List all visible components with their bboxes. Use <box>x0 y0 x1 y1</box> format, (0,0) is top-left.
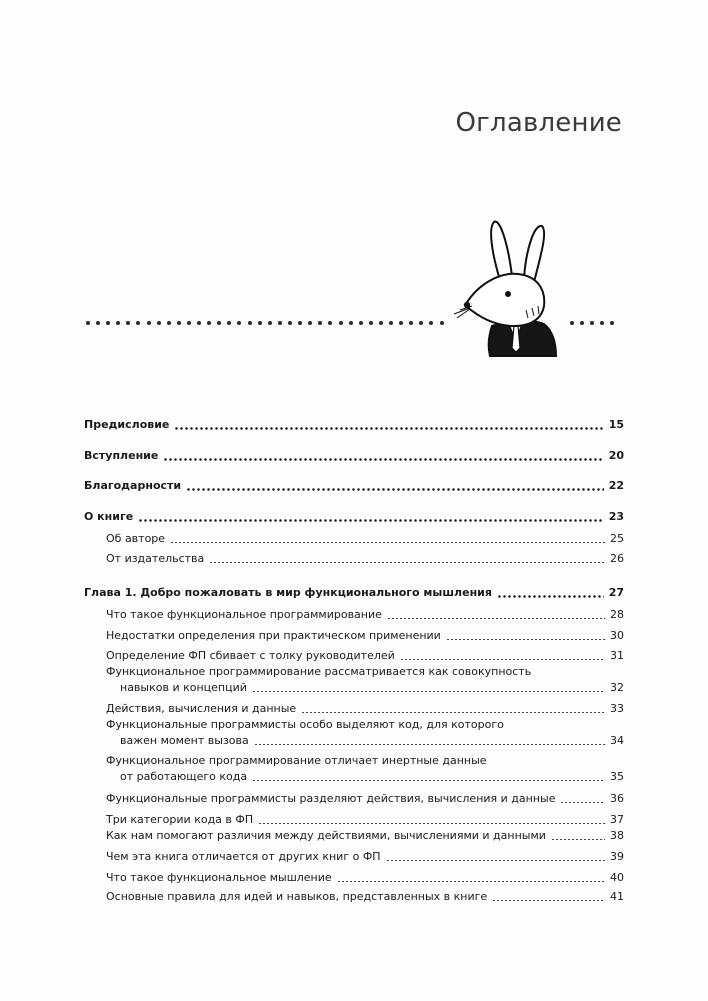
toc-entry[interactable] <box>106 531 624 547</box>
toc-entry[interactable] <box>106 812 624 828</box>
toc-entry[interactable] <box>84 448 624 464</box>
page-number: 39 <box>610 850 624 863</box>
dot-leader <box>258 823 605 824</box>
page-number: 41 <box>610 890 624 903</box>
toc-entry-title: Глава 1. Добро пожаловать в мир функционального мышления <box>84 586 492 599</box>
page-number: 38 <box>610 829 624 842</box>
toc-entry-title: Определение ФП сбивает с толку руководителей <box>106 649 395 662</box>
toc-entry-title: навыков и концепций <box>120 681 247 694</box>
toc-entry-title: Недостатки определения при практическом применении <box>106 629 441 642</box>
toc-entry-title: важен момент вызова <box>120 734 249 747</box>
dot-leader <box>492 900 605 901</box>
page-number: 20 <box>608 449 624 462</box>
toc-entry[interactable] <box>106 849 624 865</box>
dot-leader <box>560 802 605 803</box>
page-number: 31 <box>610 649 624 662</box>
page-number: 28 <box>610 608 624 621</box>
dot-leader <box>252 780 605 781</box>
dot-leader <box>497 595 604 598</box>
toc-entry[interactable] <box>106 717 624 749</box>
page-number: 40 <box>610 871 624 884</box>
toc-entry-title: Что такое функциональное программирование <box>106 608 382 621</box>
page-number: 36 <box>610 792 624 805</box>
page-number: 15 <box>608 418 624 431</box>
dot-leader <box>400 659 605 660</box>
dot-leader <box>386 860 605 861</box>
toc-entry[interactable] <box>106 664 624 696</box>
dot-leader <box>551 839 605 840</box>
dot-leader <box>387 618 605 619</box>
toc-entry-title: Что такое функциональное мышление <box>106 871 332 884</box>
dot-leader <box>174 427 603 430</box>
dot-leader <box>252 691 605 692</box>
toc-entry[interactable] <box>106 791 624 807</box>
page-number: 22 <box>608 479 624 492</box>
toc-entry-title: Действия, вычисления и данные <box>106 702 297 715</box>
toc-entry[interactable] <box>106 889 624 905</box>
toc-entry-title: Как нам помогают различия между действиями, вычислениями и данными <box>106 829 546 842</box>
page-title: Оглавление <box>455 108 622 138</box>
toc-entry[interactable] <box>106 753 624 785</box>
page-number: 27 <box>608 586 624 599</box>
toc-entry-title: Предисловие <box>84 418 170 431</box>
toc-entry-title-line: Функциональные программисты особо выделяют код, для которого <box>106 718 504 731</box>
dot-leader <box>138 519 604 522</box>
toc-entry-title: От издательства <box>106 552 205 565</box>
toc-entry[interactable] <box>106 607 624 623</box>
toc-entry[interactable] <box>84 478 624 494</box>
dot-leader <box>163 458 603 461</box>
toc-entry[interactable] <box>84 509 624 525</box>
toc-entry-title: Об авторе <box>106 532 166 545</box>
dot-leader <box>254 744 605 745</box>
toc-entry[interactable] <box>106 828 624 844</box>
toc-entry[interactable] <box>106 628 624 644</box>
page-number: 37 <box>610 813 624 826</box>
dot-leader <box>186 488 604 491</box>
page-number: 32 <box>610 681 624 694</box>
dot-leader <box>209 562 605 563</box>
toc-entry[interactable] <box>106 551 624 567</box>
toc-entry[interactable] <box>84 585 624 601</box>
page-number: 35 <box>610 770 624 783</box>
page-number: 30 <box>610 629 624 642</box>
toc-entry-title: О книге <box>84 510 134 523</box>
dot-leader <box>301 712 605 713</box>
dot-leader <box>337 881 605 882</box>
toc-entry-title: Благодарности <box>84 479 182 492</box>
toc-entry[interactable] <box>106 701 624 717</box>
toc-entry-title-line: Функциональное программирование рассматривается как совокупность <box>106 665 532 678</box>
dot-leader <box>446 639 605 640</box>
toc-entry-title: Функциональные программисты разделяют действия, вычисления и данные <box>106 792 556 805</box>
page-number: 25 <box>610 532 624 545</box>
toc-entry-title: Вступление <box>84 449 159 462</box>
page-number: 33 <box>610 702 624 715</box>
page-number: 23 <box>608 510 624 523</box>
toc-entry-title: Три категории кода в ФП <box>106 813 254 826</box>
toc-entry-title-line: Функциональное программирование отличает инертные данные <box>106 754 487 767</box>
page-number: 26 <box>610 552 624 565</box>
dot-leader <box>170 542 605 543</box>
toc-entry-title: Чем эта книга отличается от других книг о ФП <box>106 850 381 863</box>
toc-entry[interactable] <box>84 417 624 433</box>
page-number: 34 <box>610 734 624 747</box>
toc-entry[interactable] <box>106 648 624 664</box>
toc-entry-title: Основные правила для идей и навыков, представленных в книге <box>106 890 488 903</box>
toc-entry[interactable] <box>106 870 624 886</box>
toc-entry-title: от работающего кода <box>120 770 248 783</box>
